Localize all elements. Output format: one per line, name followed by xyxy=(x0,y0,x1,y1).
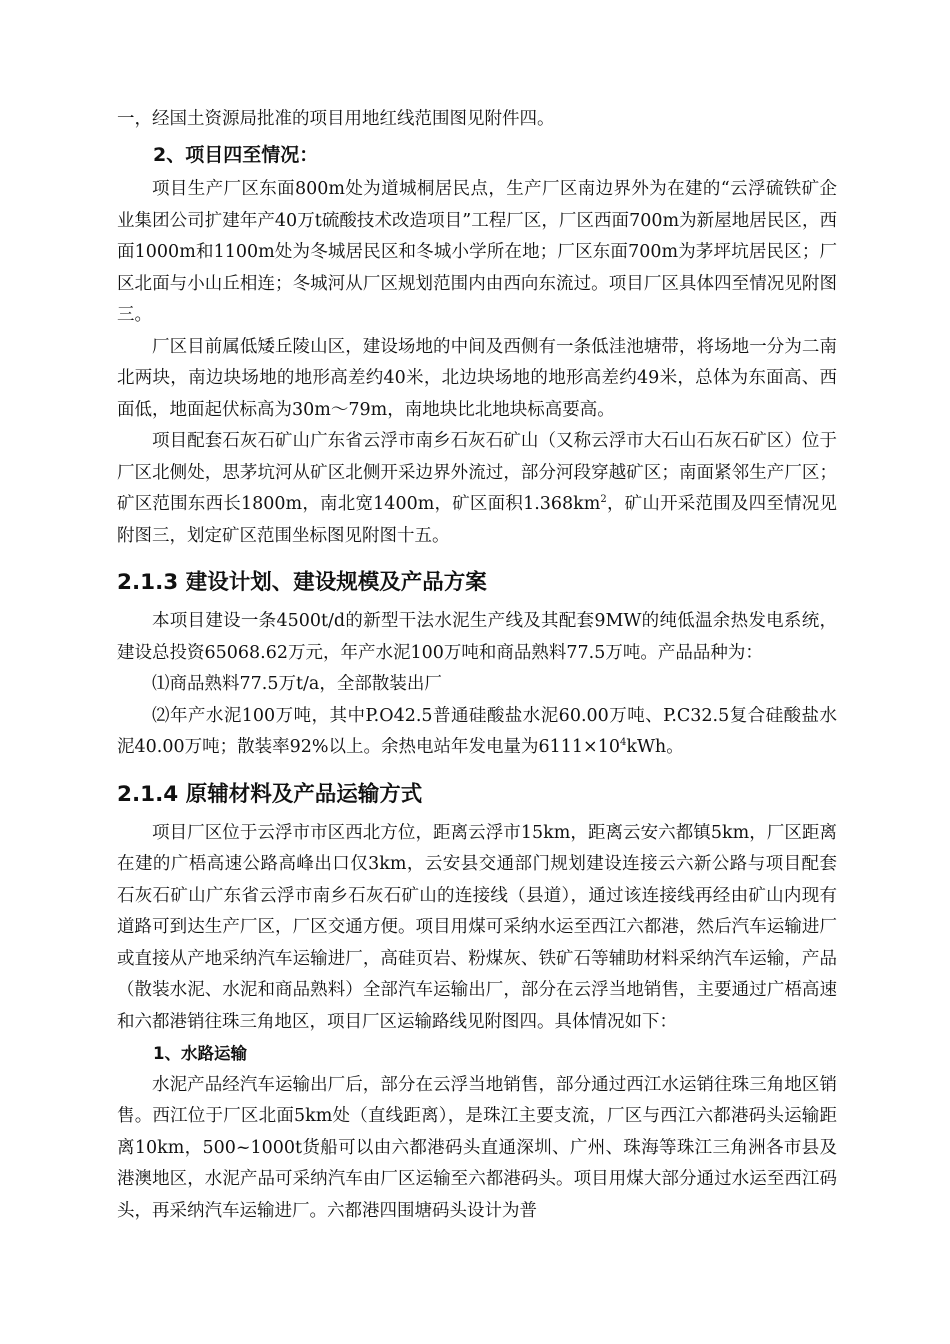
document-page xyxy=(117,104,837,1227)
paragraph-construction-plan: 本项目建设一条4500t/d的新型干法水泥生产线及其配套9MW的纯低温余热发电系统，建设总投资65068.62万元，年产水泥100万吨和商品熟料77.5万吨。产品品种为： xyxy=(117,611,837,663)
superscript-4: 4 xyxy=(619,737,627,749)
paragraph-transport: 项目厂区位于云浮市市区西北方位，距离云浮市15km，距离云安六都镇5km，厂区距离在建的广梧高速公路高峰出口仅3km，云安县交通部门规划建设连接云六新公路与项目配套石灰石矿山广东省云浮市南乡石灰石矿山的连接线（县道），通过该连接线再经由矿山内现有道路可到达生产厂区，厂区交通方便。项目用煤可采纳水运至西江六都港，然后汽车运输进厂或直接从产地采纳汽车运输进厂，高硅页岩、粉煤灰、铁矿石等辅助材料采纳汽车运输，产品（散装水泥、水泥和商品熟料）全部汽车运输出厂，部分在云浮当地销售，主要通过广梧高速和六都港销往珠三角地区，项目厂区运输路线见附图四。具体情况如下： xyxy=(117,822,837,1032)
paragraph-terrain: 厂区目前属低矮丘陵山区，建设场地的中间及西侧有一条低洼池塘带，将场地一分为二南北两块，南边块场地的地形高差约40米，北边块场地的地形高差约49米，总体为东面高、西面低，地面起伏标高为30m～79m，南地块比北地块标高要高。 xyxy=(117,336,837,420)
cement-text-2: kWh。 xyxy=(626,737,684,757)
list-item-cement xyxy=(117,701,837,764)
heading-2-1-3: 2.1.3 建设计划、建设规模及产品方案 xyxy=(117,570,487,595)
paragraph-limestone-mine xyxy=(117,426,837,552)
heading-water-transport: 1、水路运输 xyxy=(153,1044,247,1063)
mine-text-1: 项目配套石灰石矿山广东省云浮市南乡石灰石矿山（又称云浮市大石山石灰石矿区）位于厂区北侧处，思茅坑河从矿区北侧开采边界外流过，部分河段穿越矿区；南面紧邻生产厂区；矿区范围东西长1800m，南北宽1400m，矿区面积1.368km xyxy=(117,431,837,514)
heading-2-1-4: 2.1.4 原辅材料及产品运输方式 xyxy=(117,781,423,807)
list-item-clinker: ⑴商品熟料77.5万t/a，全部散装出厂 xyxy=(152,674,442,694)
superscript-2: 2 xyxy=(600,494,607,506)
cement-text-1: ⑵年产水泥100万吨，其中P.O42.5普通硅酸盐水泥60.00万吨、P.C32.5复合硅酸盐水泥40.00万吨；散装率92%以上。余热电站年发电量为6111×10 xyxy=(117,705,837,757)
paragraph-surroundings: 项目生产厂区东面800m处为道城桐居民点，生产厂区南边界外为在建的“云浮硫铁矿企业集团公司扩建年产40万t硫酸技术改造项目”工程厂区，厂区西面700m为新屋地居民区，西面1000m和1100m处为冬城居民区和冬城小学所在地；厂区东面700m为茅坪坑居民区；厂区北面与小山丘相连；冬城河从厂区规划范围内由西向东流过。项目厂区具体四至情况见附图三。 xyxy=(117,179,837,325)
paragraph-land-use: 一，经国土资源局批准的项目用地红线范围图见附件四。 xyxy=(117,109,555,129)
mine-text-2: ，矿山开采范围及四至情况见附图三，划定矿区范围坐标图见附图十五。 xyxy=(117,494,838,546)
paragraph-water-transport: 水泥产品经汽车运输出厂后，部分在云浮当地销售，部分通过西江水运销往珠三角地区销售。西江位于厂区北面5km处（直线距离），是珠江主要支流，厂区与西江六都港码头运输距离10km，500~1000t货船可以由六都港码头直通深圳、广州、珠海等珠江三角洲各市县及港澳地区，水泥产品可采纳汽车由厂区运输至六都港码头。项目用煤大部分通过水运至西江码头，再采纳汽车运输进厂。六都港四围塘码头设计为普 xyxy=(117,1074,837,1221)
heading-boundaries: 2、项目四至情况： xyxy=(153,143,319,166)
